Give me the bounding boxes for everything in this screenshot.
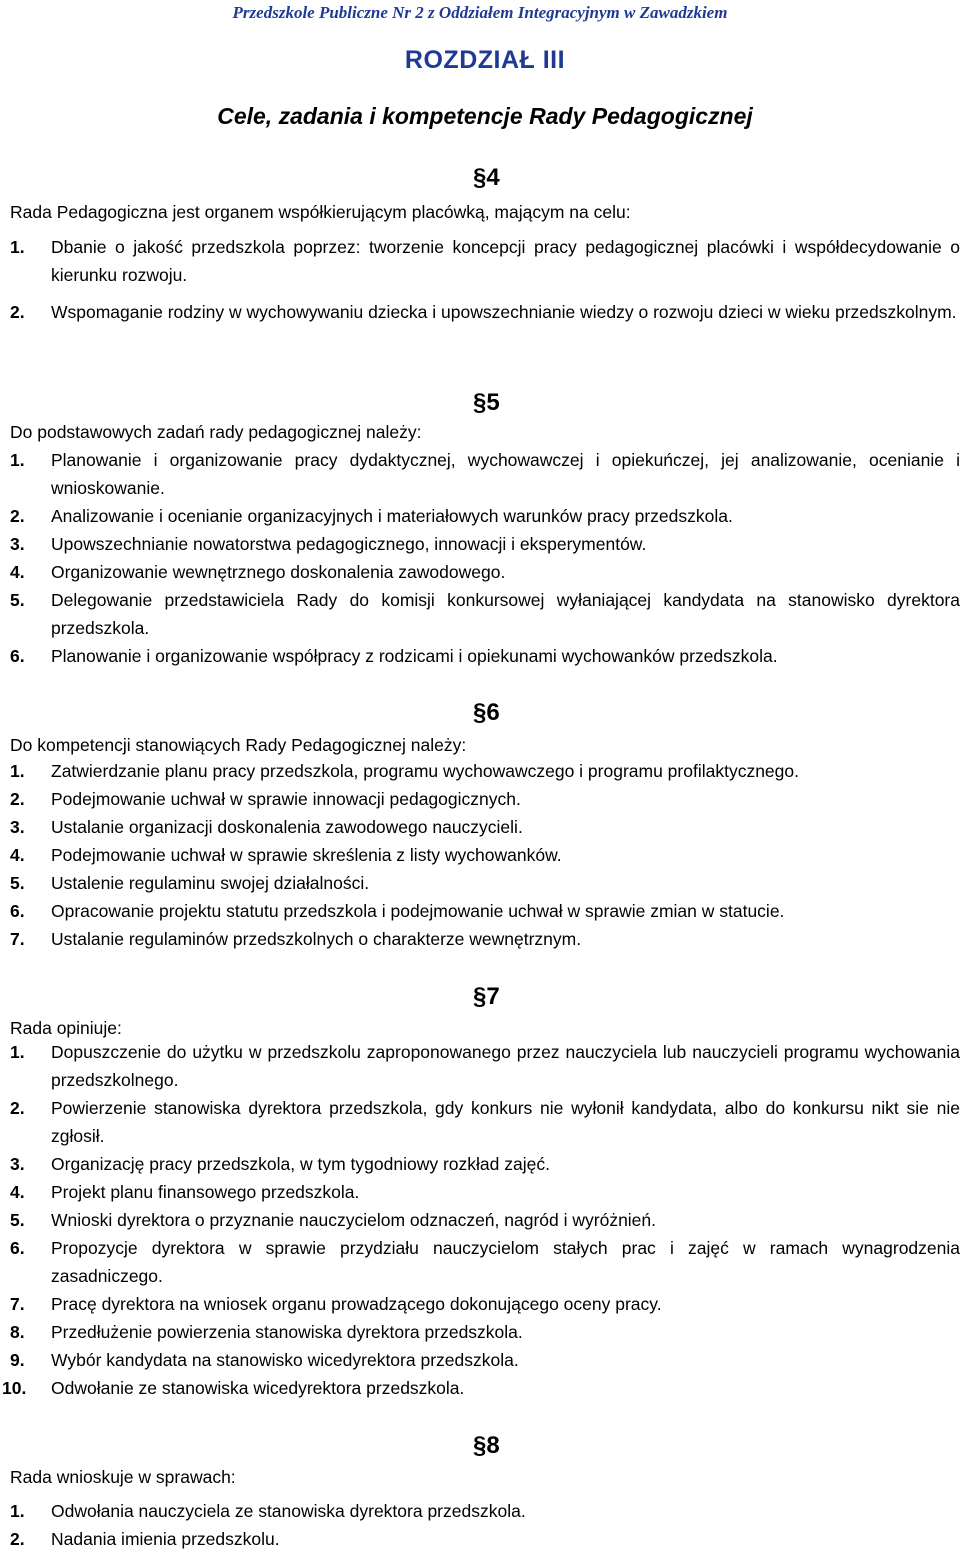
item-number: 2. [10, 789, 25, 809]
item-number: 7. [10, 1294, 25, 1314]
list-item [10, 925, 960, 953]
section-title: §6 [473, 699, 500, 726]
item-number: 5. [10, 1210, 25, 1230]
item-number: 3. [10, 817, 25, 837]
item-number: 9. [10, 1350, 25, 1370]
section-intro: Do podstawowych zadań rady pedagogicznej należy: [10, 422, 422, 442]
item-text: Pracę dyrektora na wniosek organu prowadzącego dokonującego oceny pracy. [51, 1294, 662, 1314]
item-number: 4. [10, 1182, 25, 1202]
list-item [10, 1206, 960, 1234]
item-text: Wybór kandydata na stanowisko wicedyrektora przedszkola. [51, 1350, 519, 1370]
item-number: 3. [10, 534, 25, 554]
item-text: Wnioski dyrektora o przyznanie nauczycielom odznaczeń, nagród i wyróżnień. [51, 1210, 657, 1230]
list-item [10, 1497, 960, 1525]
item-number: 8. [10, 1322, 25, 1342]
list-item [10, 841, 960, 869]
list-item [10, 1178, 960, 1206]
item-text: Opracowanie projektu statutu przedszkola i podejmowanie uchwał w sprawie zmian w statucie. [51, 901, 785, 921]
list-item [10, 446, 960, 502]
page-header: Przedszkole Publiczne Nr 2 z Oddziałem Integracyjnym w Zawadzkiem [232, 3, 728, 22]
list-item [10, 785, 960, 813]
item-text: Przedłużenie powierzenia stanowiska dyrektora przedszkola. [51, 1322, 523, 1342]
item-text: Podejmowanie uchwał w sprawie skreślenia z listy wychowanków. [51, 845, 562, 865]
list-item [10, 1150, 960, 1178]
list-item [10, 1094, 960, 1150]
item-text: Odwołania nauczyciela ze stanowiska dyrektora przedszkola. [51, 1501, 526, 1521]
item-number: 1. [10, 1501, 25, 1521]
item-number: 1. [10, 237, 25, 257]
item-text: Upowszechnianie nowatorstwa pedagogicznego, innowacji i eksperymentów. [51, 534, 647, 554]
section-title: §8 [473, 1432, 500, 1459]
item-text: Ustalanie organizacji doskonalenia zawodowego nauczycieli. [51, 817, 523, 837]
list-item [10, 1318, 960, 1346]
item-number: 6. [10, 1238, 25, 1258]
item-text: Dbanie o jakość przedszkola poprzez: tworzenie koncepcji pracy pedagogicznej placówki i współdecydowanie o kierunku rozwoju. [51, 237, 960, 285]
list-item [10, 502, 960, 530]
section-title: §4 [473, 164, 500, 191]
item-number: 4. [10, 562, 25, 582]
item-text: Projekt planu finansowego przedszkola. [51, 1182, 360, 1202]
item-number: 2. [10, 302, 25, 322]
item-number: 7. [10, 929, 25, 949]
item-number: 5. [10, 590, 25, 610]
list-item [10, 1525, 960, 1553]
item-number: 2. [10, 506, 25, 526]
item-number: 3. [10, 1154, 25, 1174]
item-text: Ustalanie regulaminów przedszkolnych o charakterze wewnętrznym. [51, 929, 582, 949]
item-number: 2. [10, 1529, 25, 1549]
list-item [10, 233, 960, 289]
item-text: Powierzenie stanowiska dyrektora przedszkola, gdy konkurs nie wyłonił kandydata, albo do konkursu nikt sie nie zgłosił. [51, 1098, 960, 1146]
list-item [10, 1234, 960, 1290]
item-text: Dopuszczenie do użytku w przedszkolu zaproponowanego przez nauczyciela lub nauczycieli programu wychowania przedszkolnego. [51, 1042, 960, 1090]
item-text: Nadania imienia przedszkolu. [51, 1529, 280, 1549]
list-item [10, 298, 960, 326]
list-item [10, 897, 960, 925]
list-item [10, 1290, 960, 1318]
item-text: Organizowanie wewnętrznego doskonalenia zawodowego. [51, 562, 506, 582]
item-text: Delegowanie przedstawiciela Rady do komisji konkursowej wyłaniającej kandydata na stanowisko dyrektora przedszkola. [51, 590, 960, 638]
item-number: 1. [10, 450, 25, 470]
item-text: Planowanie i organizowanie pracy dydaktycznej, wychowawczej i opiekuńczej, jej analizowanie, ocenianie i wnioskowanie. [51, 450, 960, 498]
item-text: Organizację pracy przedszkola, w tym tygodniowy rozkład zajęć. [51, 1154, 550, 1174]
list-item [10, 869, 960, 897]
list-item [10, 530, 960, 558]
chapter-subtitle: Cele, zadania i kompetencje Rady Pedagogicznej [217, 103, 753, 129]
list-item [10, 757, 960, 785]
item-text: Podejmowanie uchwał w sprawie innowacji pedagogicznych. [51, 789, 521, 809]
item-text: Zatwierdzanie planu pracy przedszkola, programu wychowawczego i programu profilaktycznego. [51, 761, 799, 781]
item-text: Planowanie i organizowanie współpracy z rodzicami i opiekunami wychowanków przedszkola. [51, 646, 778, 666]
item-number: 6. [10, 901, 25, 921]
list-item [2, 1374, 952, 1402]
item-number: 6. [10, 646, 25, 666]
list-item [10, 813, 960, 841]
list-item [10, 1038, 960, 1094]
item-text: Ustalenie regulaminu swojej działalności. [51, 873, 370, 893]
item-number: 4. [10, 845, 25, 865]
section-intro: Do kompetencji stanowiących Rady Pedagogicznej należy: [10, 735, 467, 755]
item-text: Wspomaganie rodziny w wychowywaniu dziecka i upowszechnianie wiedzy o rozwoju dzieci w wieku przedszkolnym. [51, 302, 957, 322]
item-text: Odwołanie ze stanowiska wicedyrektora przedszkola. [51, 1378, 465, 1398]
list-item [10, 1346, 960, 1374]
list-item [10, 642, 960, 670]
section-title: §7 [473, 983, 500, 1010]
item-number: 1. [10, 1042, 25, 1062]
list-item [10, 558, 960, 586]
item-number: 2. [10, 1098, 25, 1118]
section-intro: Rada wnioskuje w sprawach: [10, 1467, 236, 1487]
item-number: 1. [10, 761, 25, 781]
section-intro: Rada opiniuje: [10, 1018, 122, 1038]
item-number: 10. [2, 1378, 27, 1398]
section-title: §5 [473, 389, 500, 416]
item-text: Analizowanie i ocenianie organizacyjnych i materiałowych warunków pracy przedszkola. [51, 506, 733, 526]
item-text: Propozycje dyrektora w sprawie przydziału nauczycielom stałych prac i zajęć w ramach wynagrodzenia zasadniczego. [51, 1238, 960, 1286]
chapter-title: ROZDZIAŁ III [404, 46, 566, 74]
list-item [10, 586, 960, 642]
item-number: 5. [10, 873, 25, 893]
section-intro: Rada Pedagogiczna jest organem współkierującym placówką, mającym na celu: [10, 202, 631, 222]
